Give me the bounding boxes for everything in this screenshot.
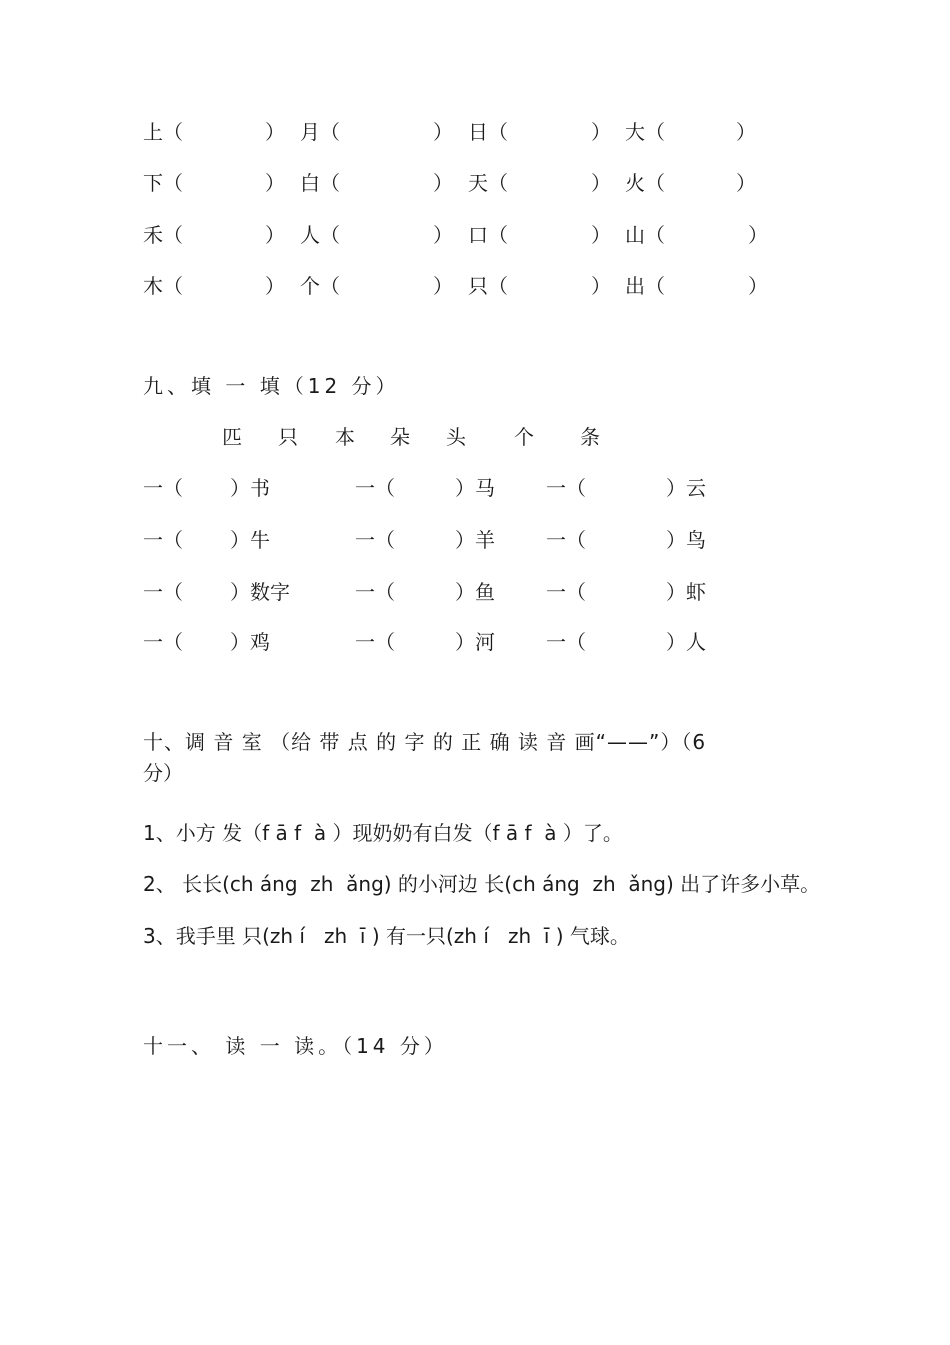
measure-word-cell: 一（ bbox=[546, 476, 586, 500]
antonym-cell: 日（ bbox=[468, 120, 508, 144]
measure-word-cell: ）鱼 bbox=[455, 580, 495, 604]
measure-word-cell: ）马 bbox=[455, 476, 495, 500]
antonym-cell: ） bbox=[265, 223, 285, 247]
antonym-cell: 口（ bbox=[468, 223, 508, 247]
antonym-cell: ） bbox=[748, 274, 768, 298]
measure-word-cell: 一（ bbox=[143, 476, 183, 500]
word-bank-item: 条 bbox=[580, 425, 600, 449]
measure-word-cell: 一（ bbox=[143, 580, 183, 604]
antonym-cell: ） bbox=[591, 120, 611, 144]
antonym-cell: 个（ bbox=[300, 274, 340, 298]
antonym-cell: 只（ bbox=[468, 274, 508, 298]
antonym-cell: 木（ bbox=[143, 274, 183, 298]
antonym-cell: 大（ bbox=[625, 120, 665, 144]
measure-word-cell: ）书 bbox=[230, 476, 270, 500]
antonym-cell: ） bbox=[591, 171, 611, 195]
antonym-cell: 白（ bbox=[300, 171, 340, 195]
section9-heading: 九、填 一 填（12 分） bbox=[143, 374, 400, 398]
measure-word-cell: 一（ bbox=[355, 476, 395, 500]
antonym-cell: ） bbox=[433, 120, 453, 144]
measure-word-cell: ）河 bbox=[455, 630, 495, 654]
measure-word-cell: 一（ bbox=[143, 630, 183, 654]
antonym-cell: 月（ bbox=[300, 120, 340, 144]
antonym-cell: 出（ bbox=[625, 274, 665, 298]
measure-word-cell: ）云 bbox=[666, 476, 706, 500]
section11-heading: 十一、 读 一 读。（14 分） bbox=[143, 1034, 448, 1058]
antonym-cell: ） bbox=[748, 223, 768, 247]
antonym-cell: ） bbox=[736, 120, 756, 144]
antonym-cell: 人（ bbox=[300, 223, 340, 247]
measure-word-cell: 一（ bbox=[143, 528, 183, 552]
word-bank-item: 头 bbox=[446, 425, 466, 449]
measure-word-cell: 一（ bbox=[546, 580, 586, 604]
measure-word-cell: 一（ bbox=[546, 528, 586, 552]
antonym-cell: 火（ bbox=[625, 171, 665, 195]
measure-word-cell: ）数字 bbox=[230, 580, 290, 604]
antonym-cell: ） bbox=[265, 171, 285, 195]
word-bank-item: 本 bbox=[335, 425, 355, 449]
reading-item-3: 3、我手里 只(zh í zh ī ) 有一只(zh í zh ī ) 气球。 bbox=[143, 924, 630, 948]
measure-word-cell: 一（ bbox=[546, 630, 586, 654]
measure-word-cell: ）牛 bbox=[230, 528, 270, 552]
measure-word-cell: 一（ bbox=[355, 580, 395, 604]
antonym-cell: ） bbox=[591, 223, 611, 247]
measure-word-cell: ）人 bbox=[666, 630, 706, 654]
measure-word-cell: ）羊 bbox=[455, 528, 495, 552]
antonym-cell: 山（ bbox=[625, 223, 665, 247]
antonym-cell: 禾（ bbox=[143, 223, 183, 247]
measure-word-cell: 一（ bbox=[355, 528, 395, 552]
section10-heading: 十、调 音 室 （给 带 点 的 字 的 正 确 读 音 画“——”）（6 bbox=[143, 730, 707, 754]
word-bank-item: 个 bbox=[514, 425, 534, 449]
section10-heading-cont: 分） bbox=[143, 761, 183, 785]
antonym-cell: ） bbox=[433, 223, 453, 247]
antonym-cell: ） bbox=[265, 120, 285, 144]
antonym-cell: ） bbox=[433, 171, 453, 195]
measure-word-cell: ）鸡 bbox=[230, 630, 270, 654]
reading-item-2: 2、 长长(ch áng zh ǎng) 的小河边 长(ch áng zh ǎng) 出了许多小草。 bbox=[143, 872, 821, 896]
antonym-cell: 上（ bbox=[143, 120, 183, 144]
antonym-cell: ） bbox=[736, 171, 756, 195]
antonym-cell: ） bbox=[433, 274, 453, 298]
word-bank-item: 朵 bbox=[390, 425, 410, 449]
word-bank-item: 匹 bbox=[222, 425, 242, 449]
measure-word-cell: 一（ bbox=[355, 630, 395, 654]
antonym-cell: 下（ bbox=[143, 171, 183, 195]
measure-word-cell: ）鸟 bbox=[666, 528, 706, 552]
measure-word-cell: ）虾 bbox=[666, 580, 706, 604]
antonym-cell: ） bbox=[591, 274, 611, 298]
antonym-cell: ） bbox=[265, 274, 285, 298]
word-bank-item: 只 bbox=[278, 425, 298, 449]
antonym-cell: 天（ bbox=[468, 171, 508, 195]
reading-item-1: 1、小方 发（f ā f à ）现奶奶有白发（f ā f à ）了。 bbox=[143, 821, 623, 845]
